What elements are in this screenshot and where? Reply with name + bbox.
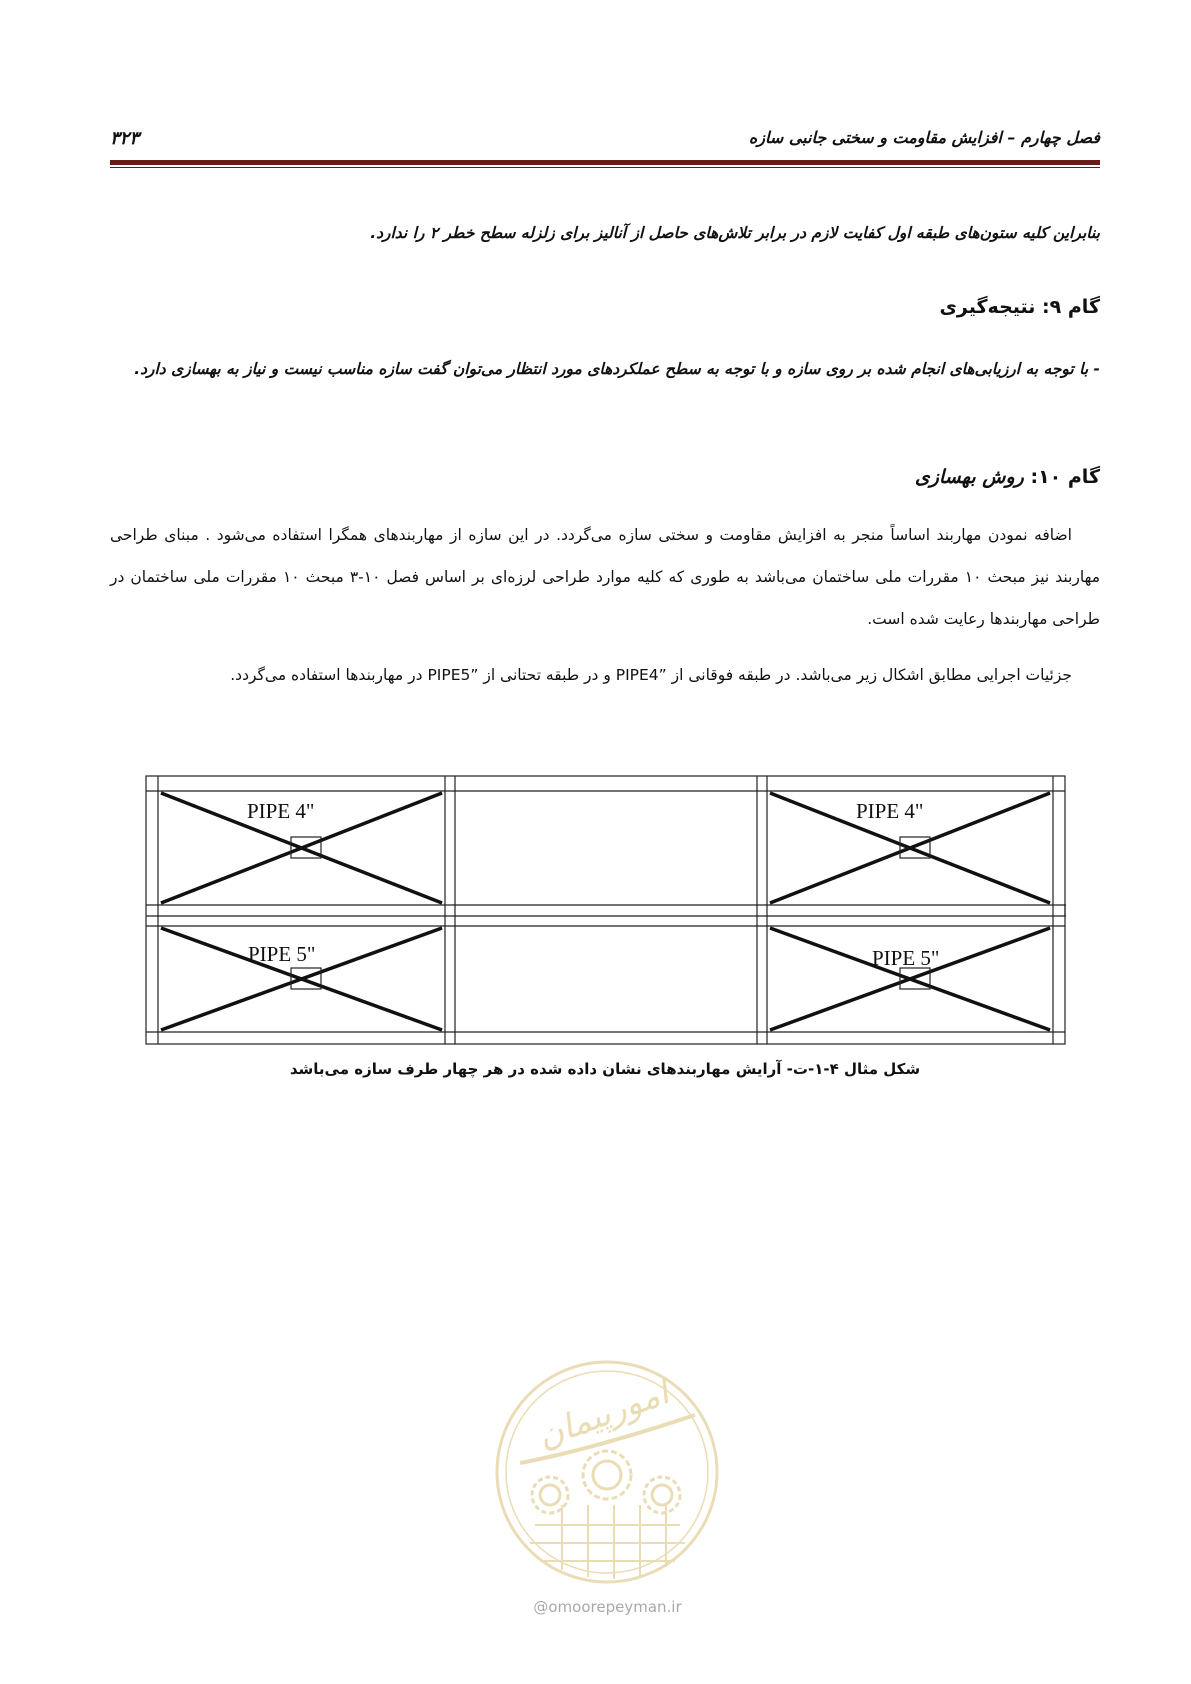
step10-heading	[915, 466, 1100, 488]
watermark-site	[490, 1598, 725, 1616]
label-bottom-left: PIPE 5"	[248, 942, 316, 966]
step10-label: گام ۱۰:	[1030, 466, 1100, 488]
label-bottom-right: PIPE 5"	[872, 946, 940, 970]
step9-label: گام ۹:	[1042, 296, 1100, 318]
running-header	[110, 128, 1100, 158]
bracing-figure	[145, 775, 1066, 1045]
at-icon: @	[533, 1598, 549, 1616]
figure-caption: شکل مثال ۴-۱-ت- آرایش مهاربندهای نشان داده شده در هر چهار طرف سازه می‌باشد	[289, 1060, 921, 1078]
watermark-logo-text: امورپیمان	[532, 1372, 675, 1457]
header-rule	[110, 160, 1100, 165]
header-rule-thin	[110, 167, 1100, 168]
step10-title: روش بهسازی	[914, 466, 1024, 488]
step9-paragraph: - با توجه به ارزیابی‌های انجام شده بر روی سازه و با توجه به سطح عملکردهای مورد انتظار می‌توان گفت سازه مناسب نیست و نیاز به بهسازی دارد.	[134, 360, 1100, 378]
intro-paragraph: بنابراین کلیه ستون‌های طبقه اول کفایت لازم در برابر تلاش‌های حاصل از آنالیز برای زلزله سطح خطر ۲ را ندارد.	[370, 224, 1100, 242]
method-paragraph-2: جزئیات اجرایی مطابق اشکال زیر می‌باشد. در طبقه فوقانی از ”PIPE4 و در طبقه تحتانی از ”PIPE5 در مهاربندها استفاده می‌گردد.	[230, 666, 1072, 684]
header-title: فصل چهارم – افزایش مقاومت و سختی جانبی سازه	[748, 128, 1100, 147]
step9-heading	[940, 296, 1100, 318]
watermark-site-text: omoorepeyman.ir	[548, 1598, 682, 1616]
method-paragraph-1: اضافه نمودن مهاربند اساساً منجر به افزایش مقاومت و سختی سازه می‌گردد. در این سازه از مهاربندهای همگرا استفاده می‌شود . مبنای طراحی مهاربند نیز مبحث ۱۰ مقررات ملی ساختمان می‌باشد به طوری که کلیه موارد طراحی لرزه‌ای بر اساس فصل ۱۰-۳ مبحث ۱۰ مقررات ملی ساختمان در طراحی مهاربندها رعایت شده است.	[110, 526, 1101, 628]
watermark-logo	[490, 1355, 725, 1590]
label-top-left: PIPE 4"	[247, 799, 315, 823]
step9-title: نتیجه‌گیری	[939, 296, 1036, 318]
page-number: ۳۲۳	[110, 128, 140, 149]
label-top-right: PIPE 4"	[856, 799, 924, 823]
